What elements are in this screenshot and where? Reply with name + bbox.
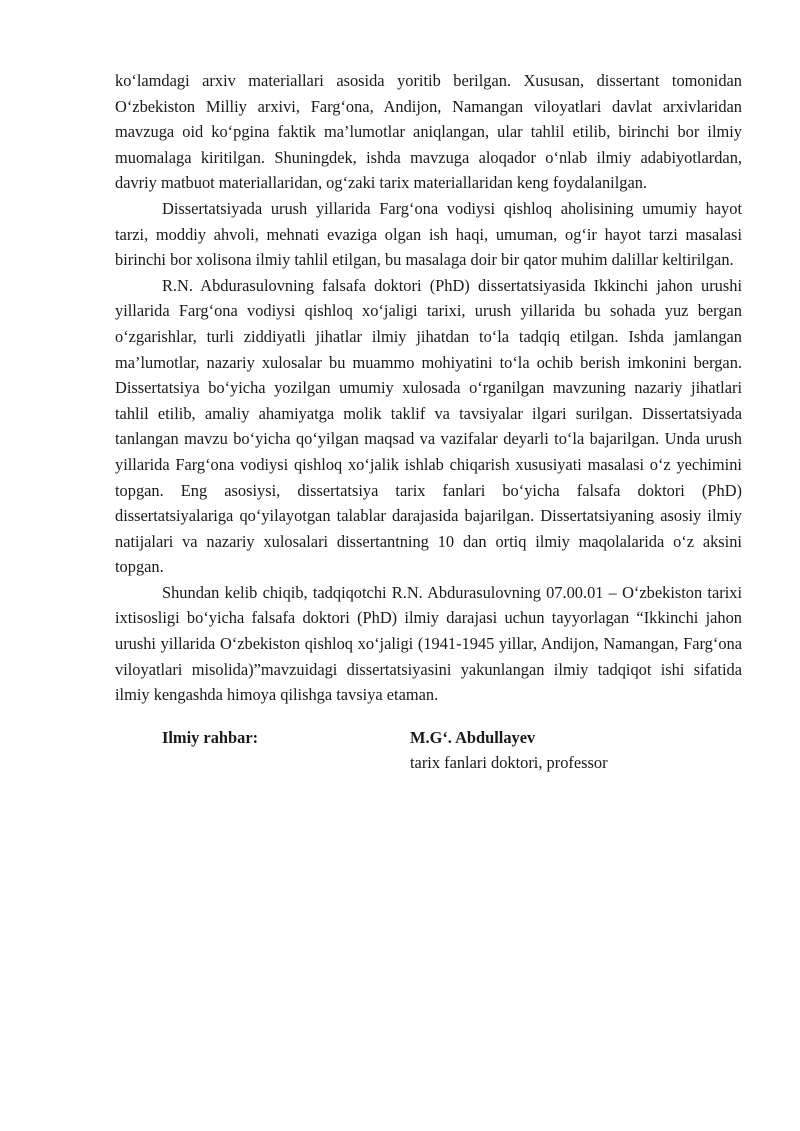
supervisor-title: tarix fanlari doktori, professor bbox=[410, 753, 608, 773]
paragraph-village-life: Dissertatsiyada urush yillarida Farg‘ona vodiysi qishloq aholisining umumiy hayot tarzi, moddiy ahvoli, mehnati evaziga olgan ish haqi, umuman, og‘ir hayot tarzi masalasi birinchi bor xolisona ilmiy tahlil etilgan, bu masalaga doir bir qator muhim dalillar keltirilgan. bbox=[115, 198, 742, 270]
supervisor-name: M.G‘. Abdullayev bbox=[410, 727, 536, 747]
document-page bbox=[115, 68, 742, 785]
paragraph-phd-dissertation: R.N. Abdurasulovning falsafa doktori (PhD) dissertatsiyasida Ikkinchi jahon urushi yillarida Farg‘ona vodiysi qishloq xo‘jaligi tarixi, urush yillarida bu sohada yuz bergan o‘zgarishlar, turli ziddiyatli jihatlar ilmiy jihatdan to‘la tadqiq etilgan. Ishda jamlangan ma’lumotlar, nazariy xulosalar bu muammo mohiyatini to‘la ochib berish imkonini bergan. Dissertatsiya bo‘yicha yozilgan umumiy xulosada o‘rganilgan mavzuning nazariy jihatlari tahlil etilib, amaliy ahamiyatga molik taklif va tavsiyalar ilgari surilgan. Dissertatsiyada tanlangan mavzu bo‘yicha qo‘yilgan maqsad va vazifalar deyarli to‘la bajarilgan. Unda urush yillarida Farg‘ona vodiysi qishloq xo‘jalik ishlab chiqarish xususiyati masalasi o‘z yechimini topgan. Eng asosiysi, dissertatsiya tarix fanlari bo‘yicha falsafa doktori (PhD) dissertatsiyalariga qo‘yilayotgan talablar darajasida bajarilgan. Dissertatsiyaning asosiy ilmiy natijalari va nazariy xulosalari dissertantning 10 dan ortiq ilmiy maqolalarida o‘z aksini topgan. bbox=[115, 275, 742, 577]
paragraph-recommendation: Shundan kelib chiqib, tadqiqotchi R.N. Abdurasulovning 07.00.01 – O‘zbekiston tarixi ixtisosligi bo‘yicha falsafa doktori (PhD) ilmiy darajasi uchun tayyorlagan “Ikkinchi jahon urushi yillarida O‘zbekiston qishloq xo‘jaligi (1941-1945 yillar, Andijon, Namangan, Farg‘ona viloyatlari misolida)”mavzuidagi dissertatsiyasini yakunlangan ilmiy tadqiqot ishi sifatida ilmiy kengashda himoya qilishga tavsiya etaman. bbox=[115, 582, 742, 705]
signature-block bbox=[115, 725, 742, 785]
paragraph-archive-materials: ko‘lamdagi arxiv materiallari asosida yoritib berilgan. Xususan, dissertant tomonidan O‘zbekiston Milliy arxivi, Farg‘ona, Andijon, Namangan viloyatlari davlat arxivlaridan mavzuga oid ko‘pgina faktik ma’lumotlar aniqlangan, ular tahlil etilib, birinchi bor ilmiy muomalaga kiritilgan. Shuningdek, ishda mavzuga aloqador o‘nlab ilmiy adabiyotlardan, davriy matbuot materiallaridan, og‘zaki tarix materiallaridan keng foydalanilgan. bbox=[115, 71, 742, 193]
supervisor-label: Ilmiy rahbar: bbox=[162, 727, 259, 747]
